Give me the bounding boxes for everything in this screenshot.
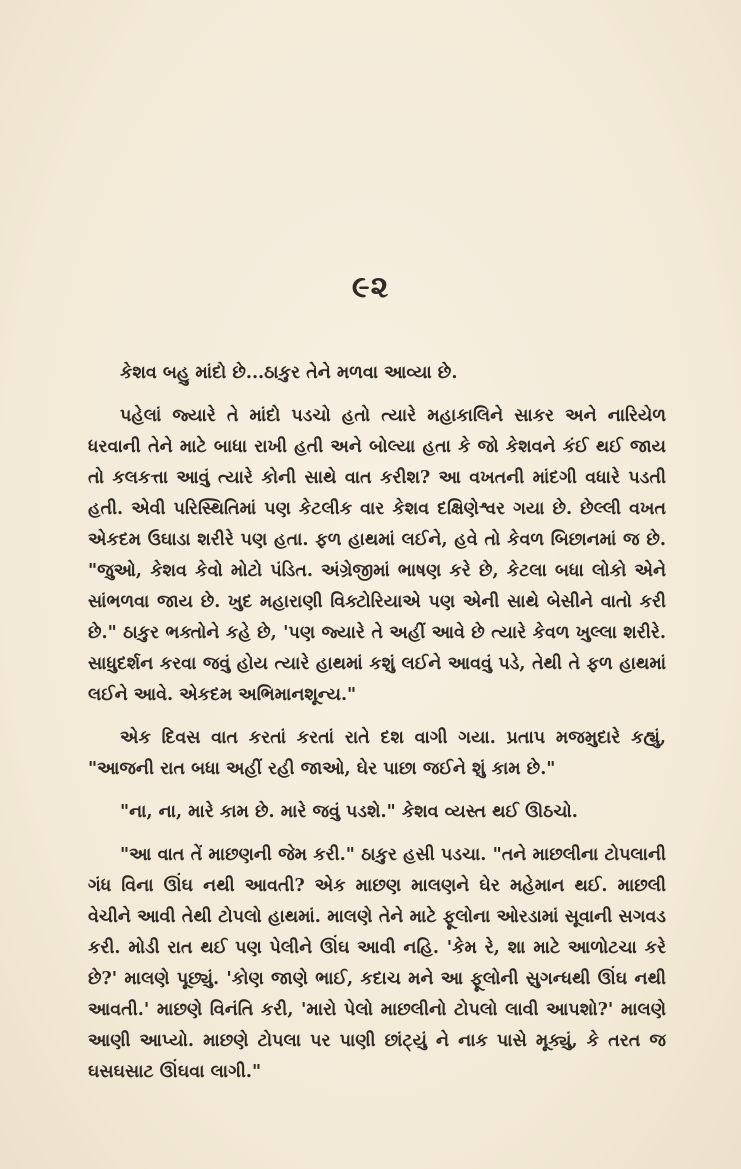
paragraph: એક દિવસ વાત કરતાં કરતાં રાતે દશ વાગી ગયા. પ્રતાપ મજમુદારે કહ્યું, "આજની રાત બધા અહીં રહી જાઓ, ઘેર પાછા જઈને શું કામ છે." (88, 728, 666, 779)
paragraph: "ના, ના, મારે કામ છે. મારે જવું પડશે." કેશવ વ્યસ્ત થઈ ઊઠચો. (120, 802, 578, 822)
paragraph: "આ વાત તેં માછણની જેમ કરી." ઠાકુર હસી પડચા. "તને માછલીના ટોપલાની ગંધ વિના ઊંઘ નથી આવતી? એક માછણ માલણને ઘેર મહેમાન થઈ. માછલી વેચીને આવી તેથી ટોપલો હાથમાં. માલણે તેને માટે ફૂલોના ઓરડામાં સૂવાની સગવડ કરી. મોડી રાત થઈ પણ પેલીને ઊંઘ આવી નહિ. 'કેમ રે, શા માટે આળોટચા કરે છે?' માલણે પૂછ્યું. 'કોણ જાણે ભાઈ, કદાચ મને આ ફૂલોની સુગન્ધથી ઊંઘ નથી આવતી.' માછણે વિનંતિ કરી, 'મારો પેલો માછલીનો ટોપલો લાવી આપશો?' માલણે આણી આપ્યો. માછણે ટોપલા પર પાણી છાંટ્યું ને નાક પાસે મૂક્યું, કે તરત જ ઘસઘસાટ ઊંઘવા લાગી." (88, 845, 666, 1082)
page-number: ૯૨ (351, 270, 390, 305)
paragraph: પહેલાં જ્યારે તે માંદો પડચો હતો ત્યારે મહાકાલિને સાકર અને નારિયેળ ધરવાની તેને માટે બાધા રાખી હતી અને બોલ્યા હતા કે જો કેશવને કંઈ થઈ જાય તો કલકત્તા આવું ત્યારે કોની સાથે વાત કરીશ? આ વખતની માંદગી વધારે પડતી હતી. એવી પરિસ્થિતિમાં પણ કેટલીક વાર કેશવ દક્ષિણેશ્વર ગયા છે. છેલ્લી વખત એકદમ ઉઘાડા શરીરે પણ હતા. ફળ હાથમાં લઈને, હવે તો કેવળ બિછાનમાં જ છે. "જુઓ, કેશવ કેવો મોટો પંડિત. અંગ્રેજીમાં ભાષણ કરે છે, કેટલા બધા લોકો એને સાંભળવા જાય છે. ખુદ મહારાણી વિક્ટોરિયાએ પણ એની સાથે બેસીને વાતો કરી છે." ઠાકુર ભક્તોને કહે છે, 'પણ જ્યારે તે અહીં આવે છે ત્યારે કેવળ ખુલ્લા શરીરે. સાધુદર્શન કરવા જવું હોય ત્યારે હાથમાં કશું લઈને આવવું પડે, તેથી તે ફળ હાથમાં લઈને આવે. એકદમ અભિમાનશૂન્ય." (88, 406, 666, 705)
page-body (88, 358, 666, 1100)
paragraph: કેશવ બહુ માંદો છે...ઠાકુર તેને મળવા આવ્યા છે. (120, 363, 458, 383)
